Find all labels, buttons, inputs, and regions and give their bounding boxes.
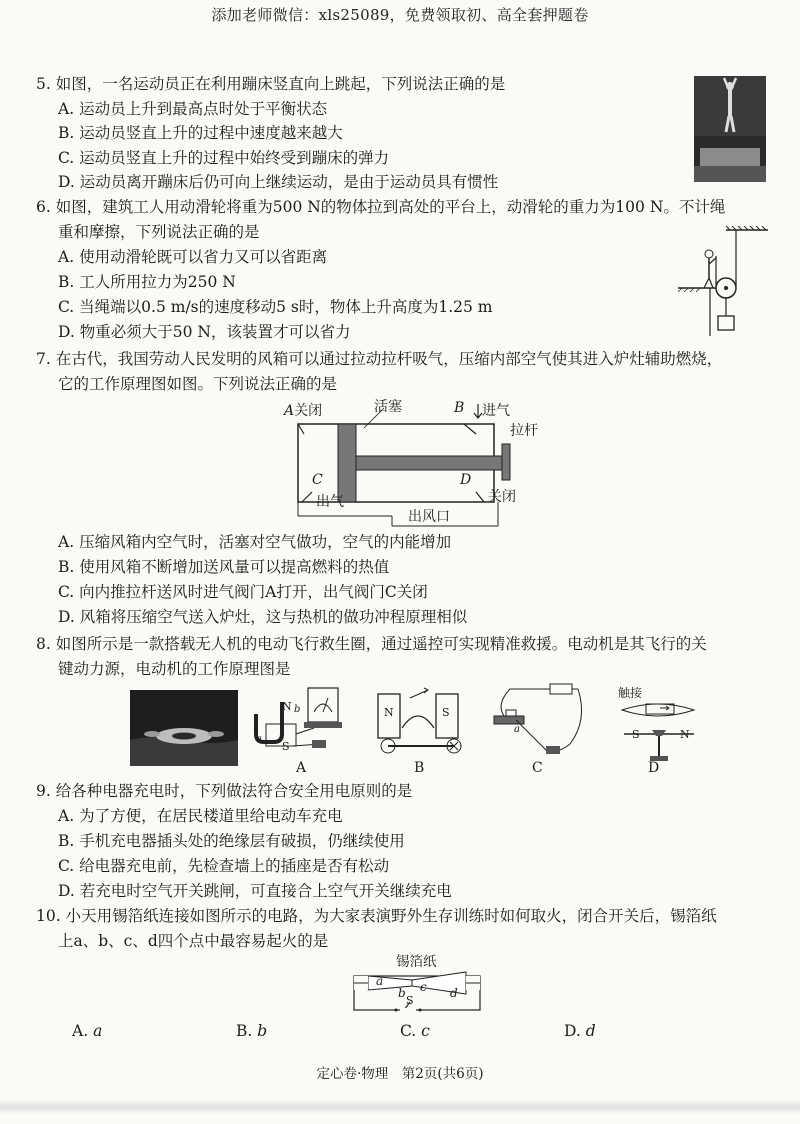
q7-option-d: D. 风箱将压缩空气送入炉灶，这与热机的做功冲程原理相似: [58, 608, 468, 626]
option-b-n-label: N: [384, 706, 394, 719]
q8-stem-line2: 键动力源，电动机的工作原理图是: [58, 660, 291, 678]
bellows-label-rod: 拉杆: [510, 423, 538, 439]
foil-a-label: a: [376, 974, 384, 988]
q6-stem-line2: 重和摩擦，下列说法正确的是: [58, 223, 260, 241]
option-a-a-label: a: [256, 734, 262, 745]
foil-circuit-diagram: [350, 950, 484, 1014]
q6-option-c: C. 当绳端以0.5 m/s的速度移动5 s时，物体上升高度为1.25 m: [58, 298, 493, 316]
bellows-label-vent: 出风口: [408, 509, 450, 525]
scan-artifact: [0, 1100, 800, 1114]
q10-option-d: D. d: [564, 1022, 596, 1040]
pulley-diagram: [676, 226, 770, 338]
option-a-s-label: S: [282, 740, 290, 753]
motor-option-c-label: C: [532, 760, 543, 776]
foil-b-label: b: [398, 986, 406, 1000]
q7-option-a: A. 压缩风箱内空气时，活塞对空气做功，空气的内能增加: [58, 533, 452, 551]
q9-option-b: B. 手机充电器插头处的绝缘层有破损，仍继续使用: [58, 832, 405, 850]
q7-option-b: B. 使用风箱不断增加送风量可以提高燃料的热值: [58, 558, 390, 576]
header-ad-text: 添加老师微信：xls25089，免费领取初、高全套押题卷: [211, 6, 589, 24]
q5-option-c: C. 运动员竖直上升的过程中始终受到蹦床的弹力: [58, 149, 390, 167]
q10-option-a: A. a: [72, 1022, 103, 1040]
q7-option-c: C. 向内推拉杆送风时进气阀门A打开，出气阀门C关闭: [58, 583, 428, 601]
q9-option-d: D. 若充电时空气开关跳闸，可直接合上空气开关继续充电: [58, 882, 452, 900]
option-d-s-label: S: [632, 728, 640, 741]
trampoline-photo: [694, 76, 766, 182]
q5-option-b: B. 运动员竖直上升的过程中速度越来越大: [58, 124, 343, 142]
bellows-label-piston: 活塞: [374, 399, 402, 415]
option-d-touch-label: 触接: [618, 686, 643, 700]
q6-stem-line1: 6. 如图，建筑工人用动滑轮将重为500 N的物体拉到高处的平台上，动滑轮的重力为100 N。不计绳: [36, 198, 726, 216]
q5-option-d: D. 运动员离开蹦床后仍可向上继续运动，是由于运动员具有惯性: [58, 173, 499, 191]
bellows-label-b: B: [454, 400, 465, 416]
q10-option-b: B. b: [236, 1022, 268, 1040]
q9-option-a: A. 为了方便，在居民楼道里给电动车充电: [58, 807, 343, 825]
q10-stem-line1: 10. 小天用锡箔纸连接如图所示的电路，为大家表演野外生存训练时如何取火，闭合开关后，锡箔纸: [36, 907, 717, 925]
q10-stem-line2: 上a、b、c、d四个点中最容易起火的是: [58, 932, 329, 950]
motor-option-a-figure: [252, 684, 348, 766]
option-a-b-label: b: [294, 704, 301, 715]
option-b-s-label: S: [442, 706, 450, 719]
bellows-label-closed: 关闭: [488, 489, 516, 505]
motor-option-c-figure: [490, 680, 590, 766]
foil-c-label: c: [420, 980, 427, 994]
bellows-label-outlet: 出气: [316, 494, 344, 510]
q5-option-a: A. 运动员上升到最高点时处于平衡状态: [58, 100, 328, 118]
q8-stem-line1: 8. 如图所示是一款搭载无人机的电动飞行救生圈，通过遥控可实现精准救援。电动机是其飞行的关: [36, 635, 707, 653]
motor-option-b-label: B: [414, 760, 425, 776]
q9-option-c: C. 给电器充电前，先检查墙上的插座是否有松动: [58, 857, 390, 875]
bellows-diagram: [284, 398, 550, 528]
q5-stem: [36, 73, 505, 95]
lifebuoy-drone-photo: [130, 690, 238, 766]
foil-s-label: S: [406, 994, 414, 1007]
bellows-label-c: C: [312, 472, 323, 488]
q5-num: 5.: [36, 75, 51, 93]
q7-stem-line1: 7. 在古代，我国劳动人民发明的风箱可以通过拉动拉杆吸气，压缩内部空气使其进入炉灶辅助燃烧，: [36, 350, 723, 368]
foil-d-label: d: [450, 986, 458, 1000]
option-a-n-label: N: [282, 700, 292, 713]
q10-option-c: C. c: [400, 1022, 430, 1040]
motor-option-b-figure: [374, 684, 468, 766]
bellows-label-intake: 进气: [482, 403, 510, 419]
q7-stem-line2: 它的工作原理图如图。下列说法正确的是: [58, 375, 338, 393]
page-footer: 定心卷·物理 第2页(共6页): [316, 1066, 484, 1082]
q6-option-d: D. 物重必须大于50 N，该装置才可以省力: [58, 323, 351, 341]
motor-option-d-label: D: [648, 760, 660, 776]
motor-option-a-label: A: [296, 760, 307, 776]
q9-stem: 9. 给各种电器充电时，下列做法符合安全用电原则的是: [36, 782, 413, 800]
q5-stem-line1: 如图，一名运动员正在利用蹦床竖直向上跳起，下列说法正确的是: [55, 75, 506, 93]
bellows-label-a-closed: A关闭: [284, 403, 323, 419]
q6-option-a: A. 使用动滑轮既可以省力又可以省距离: [58, 248, 328, 266]
foil-title-label: 锡箔纸: [396, 954, 437, 970]
bellows-label-d: D: [460, 472, 472, 488]
option-d-n-label: N: [680, 728, 690, 741]
motor-option-d-figure: [616, 684, 700, 766]
option-c-a-label: a: [514, 724, 520, 735]
q6-option-b: B. 工人所用拉力为250 N: [58, 273, 236, 291]
